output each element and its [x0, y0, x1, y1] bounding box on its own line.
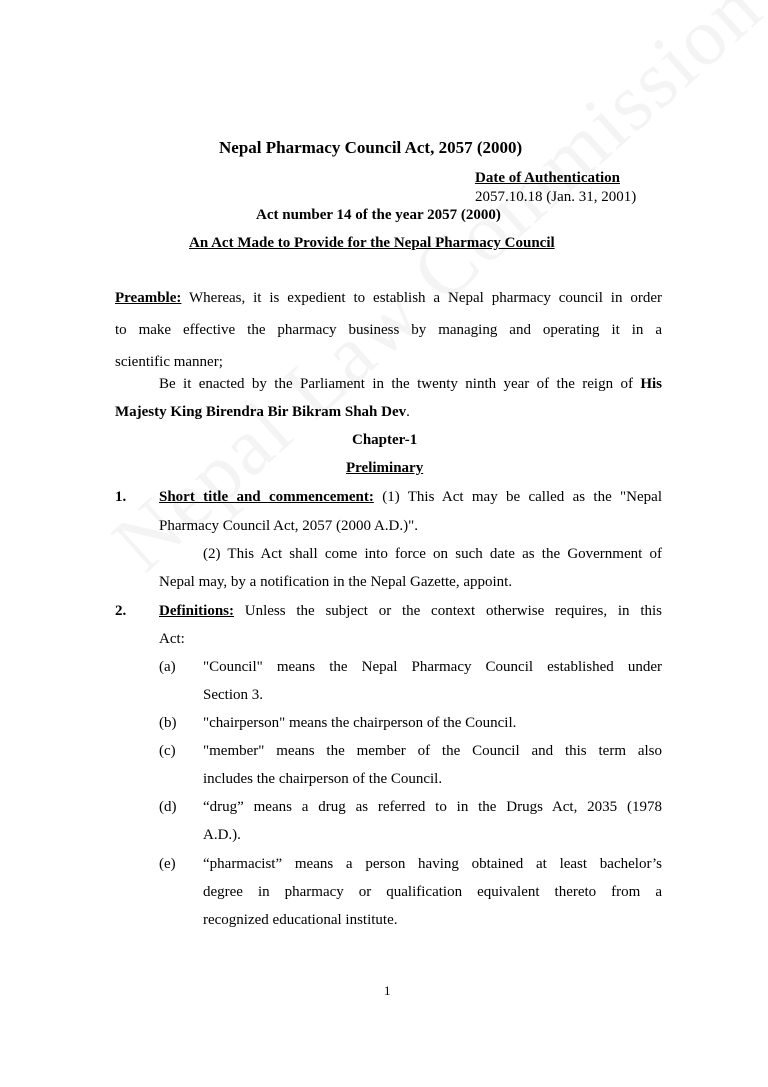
- document-title: Nepal Pharmacy Council Act, 2057 (2000): [219, 138, 523, 157]
- section-1-line-1: [159, 489, 662, 506]
- preamble-line-3: scientific manner;: [115, 354, 223, 370]
- section-2-line-2: Act:: [159, 631, 185, 647]
- preamble-text-4: Be it enacted by the Parliament in the twenty ninth year of the reign of: [159, 376, 633, 392]
- section-1-line-3: (2) This Act shall come into force on such date as the Government of: [203, 546, 662, 562]
- definition-text: A.D.).: [203, 827, 241, 843]
- section-1-text-1: (1) This Act may be called as the "Nepal: [382, 489, 662, 505]
- definition-text: “drug” means a drug as referred to in the Drugs Act, 2035 (1978: [203, 799, 662, 815]
- definition-text: recognized educational institute.: [203, 912, 398, 928]
- definition-text: Section 3.: [203, 687, 263, 703]
- section-1-heading: Short title and commencement:: [159, 489, 374, 505]
- definition-text: "member" means the member of the Council and this term also: [203, 743, 662, 759]
- preamble-line-5: [115, 404, 410, 421]
- section-2-text-1: Unless the subject or the context otherwise requires, in this: [244, 603, 662, 619]
- date-of-authentication-value: 2057.10.18 (Jan. 31, 2001): [475, 189, 637, 205]
- definition-label: (a): [159, 659, 176, 675]
- section-2-line-1: [159, 603, 662, 620]
- preamble-line-1: [115, 290, 662, 307]
- definition-text: "chairperson" means the chairperson of the Council.: [203, 715, 517, 731]
- act-subtitle: An Act Made to Provide for the Nepal Pharmacy Council: [189, 235, 555, 251]
- definition-label: (c): [159, 743, 176, 759]
- definition-label: (b): [159, 715, 177, 731]
- definition-text: includes the chairperson of the Council.: [203, 771, 443, 787]
- preamble-text-1: Whereas, it is expedient to establish a Nepal pharmacy council in order: [189, 290, 662, 306]
- definition-text: "Council" means the Nepal Pharmacy Council established under: [203, 659, 662, 675]
- preamble-line-2: to make effective the pharmacy business by managing and operating it in a: [115, 322, 662, 338]
- chapter-name: Preliminary: [346, 460, 424, 476]
- king-name: Majesty King Birendra Bir Bikram Shah Dev: [115, 404, 407, 420]
- section-1-line-4: Nepal may, by a notification in the Nepal Gazette, appoint.: [159, 574, 513, 590]
- preamble-line-5-end: .: [406, 404, 410, 420]
- section-1-number: 1.: [115, 489, 127, 505]
- definition-text: degree in pharmacy or qualification equivalent thereto from a: [203, 884, 662, 900]
- definition-label: (d): [159, 799, 177, 815]
- section-2-number: 2.: [115, 603, 127, 619]
- preamble-text-4-bold: His: [640, 376, 662, 392]
- section-2-heading: Definitions:: [159, 603, 234, 619]
- chapter-number: Chapter-1: [352, 432, 418, 448]
- page-number: 1: [384, 983, 391, 998]
- definition-text: “pharmacist” means a person having obtained at least bachelor’s: [203, 856, 662, 872]
- preamble-line-4: [159, 376, 662, 393]
- definition-label: (e): [159, 856, 176, 872]
- date-of-authentication-label: Date of Authentication: [475, 170, 620, 186]
- section-1-line-2: Pharmacy Council Act, 2057 (2000 A.D.)".: [159, 518, 419, 534]
- act-number: Act number 14 of the year 2057 (2000): [256, 207, 501, 223]
- preamble-label: Preamble:: [115, 290, 182, 306]
